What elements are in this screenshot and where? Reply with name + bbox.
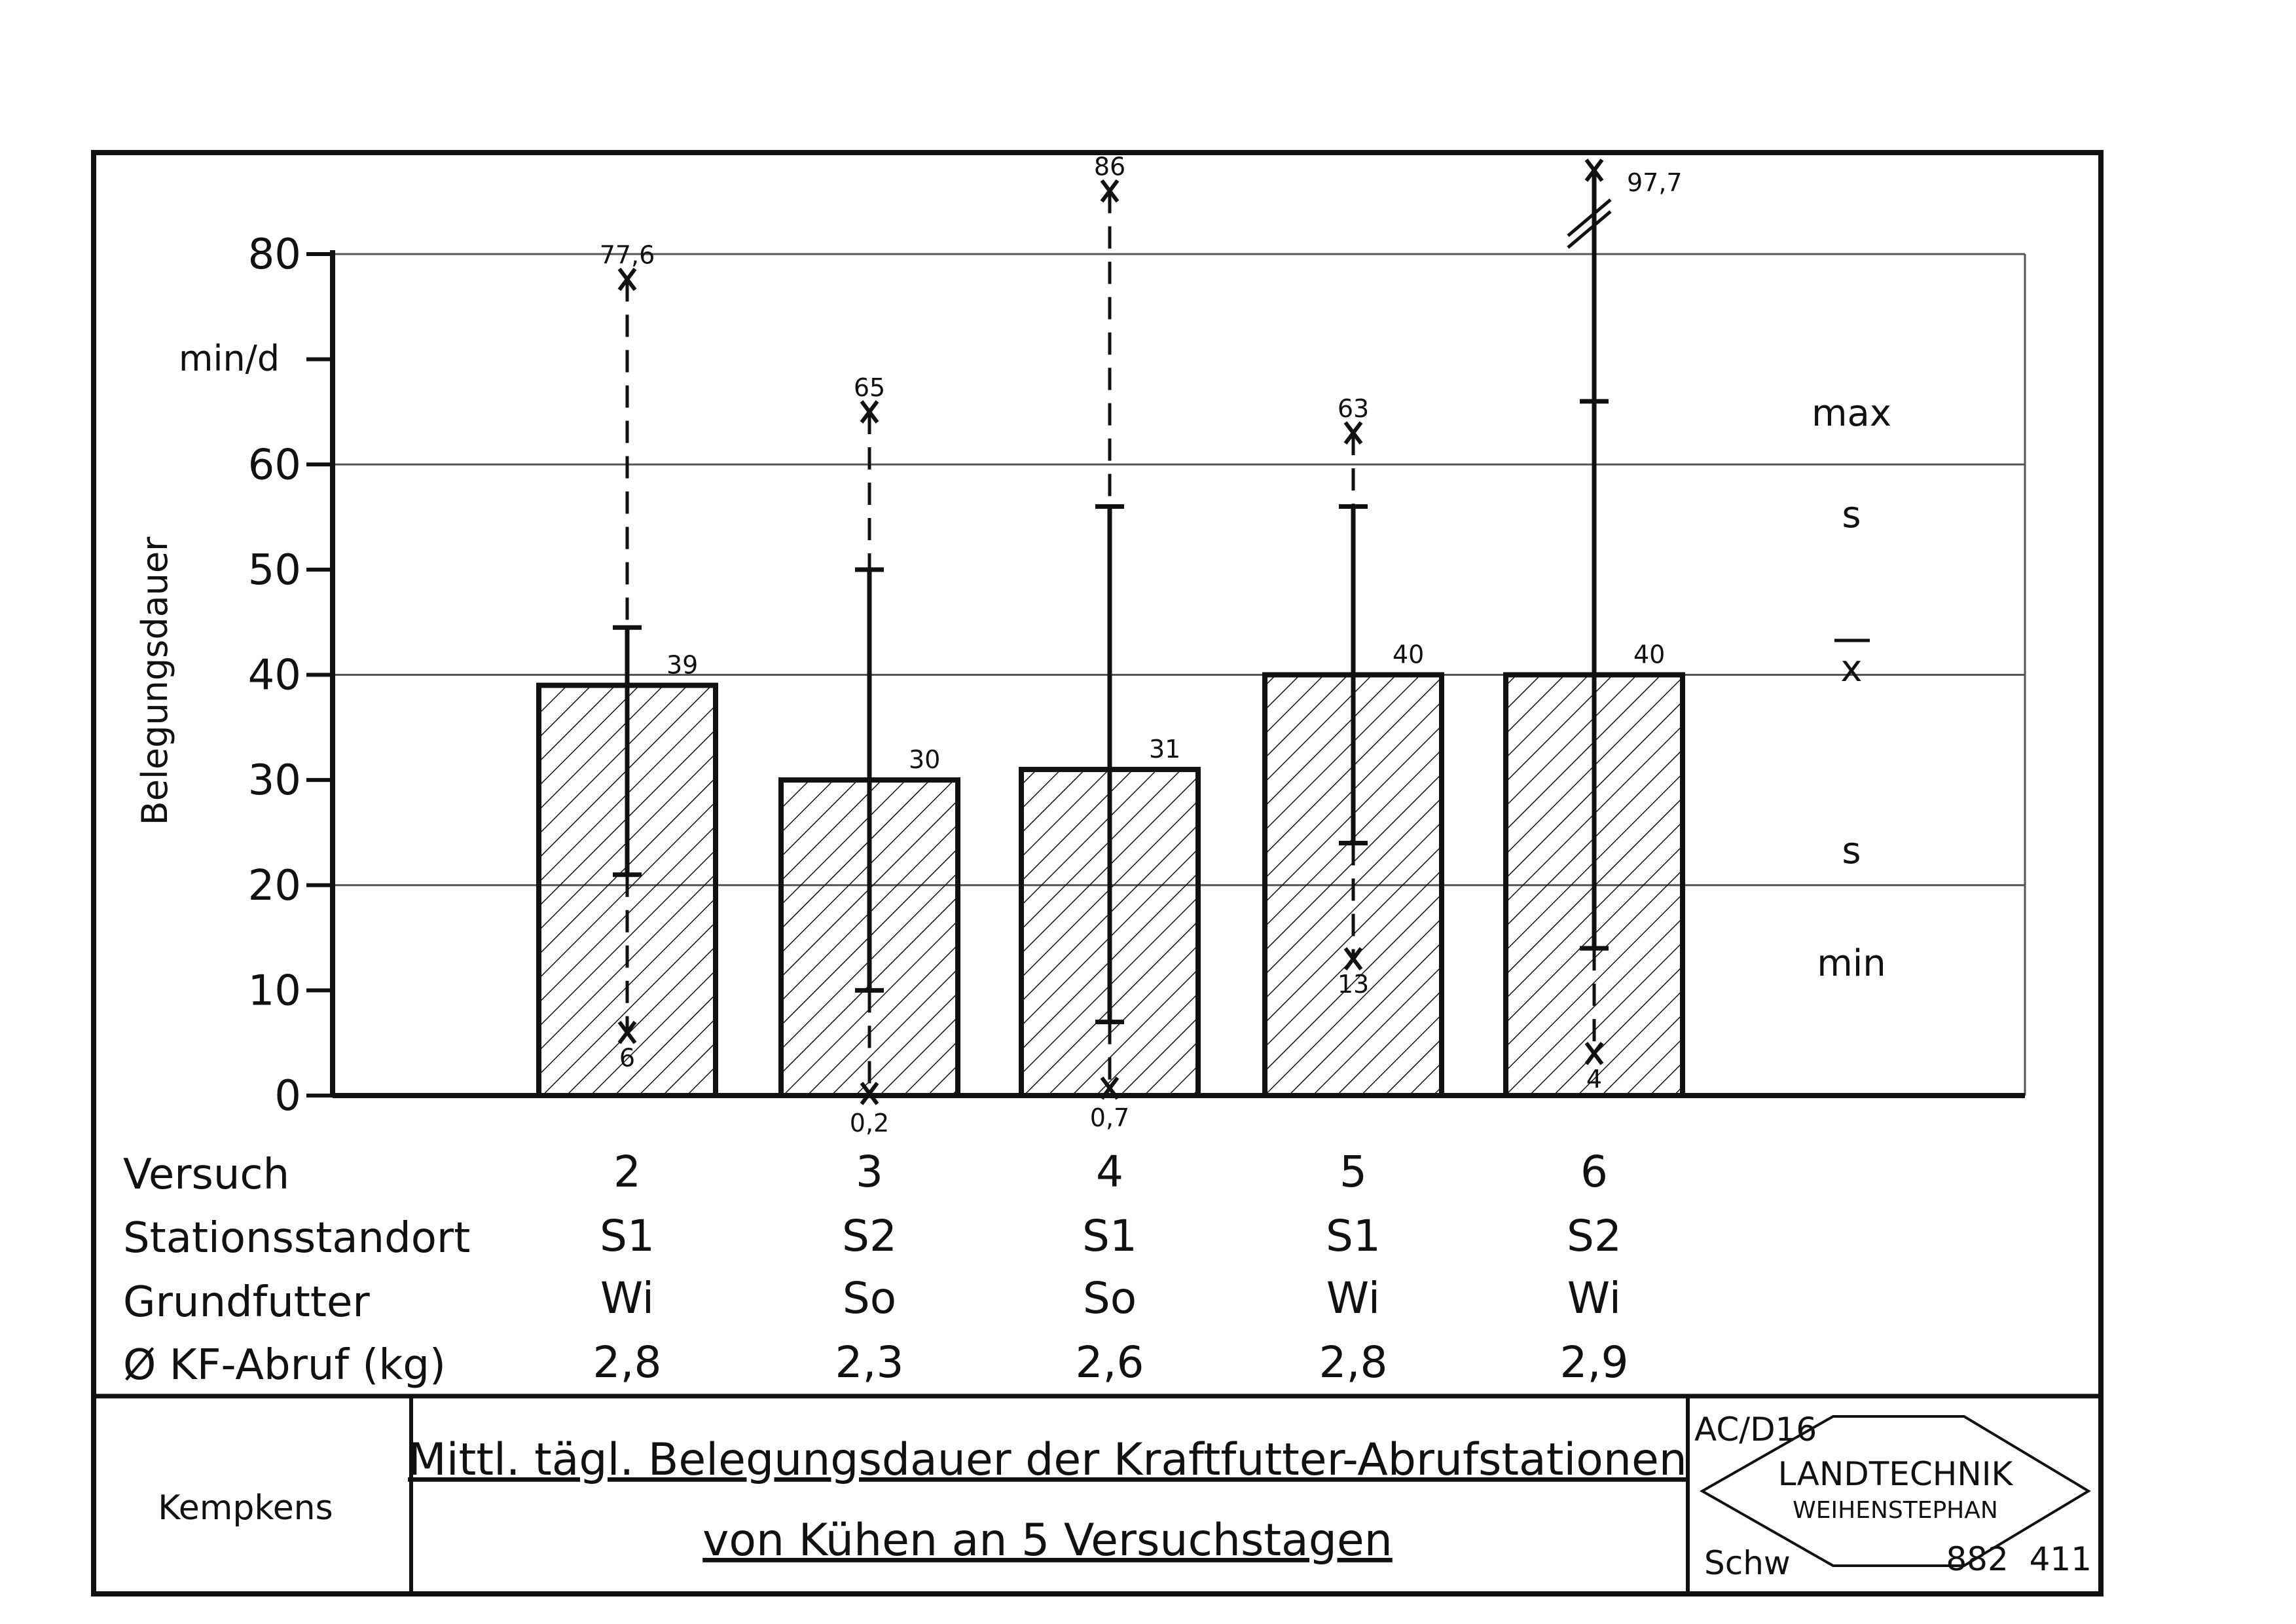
y-tick-label-30: 30 <box>247 756 301 805</box>
table-cell-r1-c1: S2 <box>842 1211 897 1261</box>
min-label-4: 0,7 <box>1089 1103 1130 1132</box>
y-tick-label-40: 40 <box>247 651 301 700</box>
data-table <box>123 1147 1628 1390</box>
table-cell-r1-c0: S1 <box>600 1211 655 1261</box>
y-tick-label-0: 0 <box>274 1072 301 1120</box>
bar-value-label-2: 39 <box>666 650 699 680</box>
max-label-5: 63 <box>1337 394 1370 424</box>
table-cell-r3-c2: 2,6 <box>1075 1337 1144 1388</box>
author-name: Kempkens <box>158 1488 333 1528</box>
drawing-number: 882 411 <box>1946 1540 2092 1578</box>
legend-min: min <box>1817 942 1886 985</box>
table-cell-r2-c1: So <box>842 1273 897 1323</box>
min-label-2: 6 <box>619 1043 636 1073</box>
drawing-code: AC/D16 <box>1694 1411 1817 1449</box>
legend-mean: x <box>1840 648 1863 690</box>
y-tick-label-10: 10 <box>247 967 301 1016</box>
table-cell-r2-c2: So <box>1082 1273 1137 1323</box>
table-cell-r2-c0: Wi <box>600 1273 655 1323</box>
table-cell-r2-c3: Wi <box>1326 1273 1381 1323</box>
min-label-6: 4 <box>1586 1064 1603 1094</box>
max-label-4: 86 <box>1093 152 1126 181</box>
bar-value-label-4: 31 <box>1149 735 1181 764</box>
max-label-2: 77,6 <box>599 240 655 270</box>
logo-landtechnik: LANDTECHNIK <box>1777 1455 2013 1493</box>
table-cell-r1-c2: S1 <box>1082 1211 1137 1261</box>
y-tick-label-60: 60 <box>247 441 301 490</box>
figure-title-line1: Mittl. tägl. Belegungsdauer der Kraftfutter-Abrufstationen <box>408 1434 1687 1486</box>
y-axis-unit: min/d <box>178 338 280 379</box>
drafter-initials: Schw <box>1704 1544 1791 1582</box>
min-label-3: 0,2 <box>849 1108 890 1137</box>
table-cell-r0-c1: 3 <box>856 1147 883 1197</box>
max-label-6: 97,7 <box>1627 168 1683 197</box>
legend-s-upper: s <box>1842 494 1861 536</box>
bar-value-label-5: 40 <box>1393 640 1425 669</box>
logo-weihenstephan: WEIHENSTEPHAN <box>1793 1497 1998 1524</box>
table-cell-r1-c4: S2 <box>1567 1211 1622 1261</box>
table-cell-r0-c2: 4 <box>1096 1147 1123 1197</box>
y-tick-label-80: 80 <box>247 231 301 279</box>
table-cell-r3-c3: 2,8 <box>1319 1337 1388 1388</box>
legend-max: max <box>1811 392 1892 435</box>
table-cell-r3-c1: 2,3 <box>835 1337 904 1388</box>
table-row-label-versuch: Versuch <box>123 1151 290 1199</box>
table-row-label-grundfutter: Grundfutter <box>123 1278 370 1327</box>
y-axis-label: Belegungsdauer <box>134 536 175 826</box>
legend-s-lower: s <box>1842 830 1861 872</box>
table-cell-r3-c0: 2,8 <box>592 1337 662 1388</box>
max-label-3: 65 <box>853 373 886 402</box>
min-label-5: 13 <box>1337 970 1370 999</box>
table-cell-r0-c3: 5 <box>1339 1147 1367 1197</box>
bar-value-label-6: 40 <box>1633 640 1666 669</box>
table-cell-r2-c4: Wi <box>1567 1273 1622 1323</box>
table-row-label-kf-abruf: Ø KF-Abruf (kg) <box>123 1341 446 1390</box>
bar-value-label-3: 30 <box>909 745 941 775</box>
table-cell-r1-c3: S1 <box>1326 1211 1381 1261</box>
table-cell-r0-c4: 6 <box>1580 1147 1608 1197</box>
table-cell-r0-c0: 2 <box>613 1147 641 1197</box>
table-cell-r3-c4: 2,9 <box>1559 1337 1629 1388</box>
y-tick-label-50: 50 <box>247 545 301 595</box>
table-row-label-standort: Stationsstandort <box>123 1214 471 1263</box>
figure-title-line2: von Kühen an 5 Versuchstagen <box>702 1515 1393 1566</box>
y-tick-label-20: 20 <box>247 861 301 910</box>
